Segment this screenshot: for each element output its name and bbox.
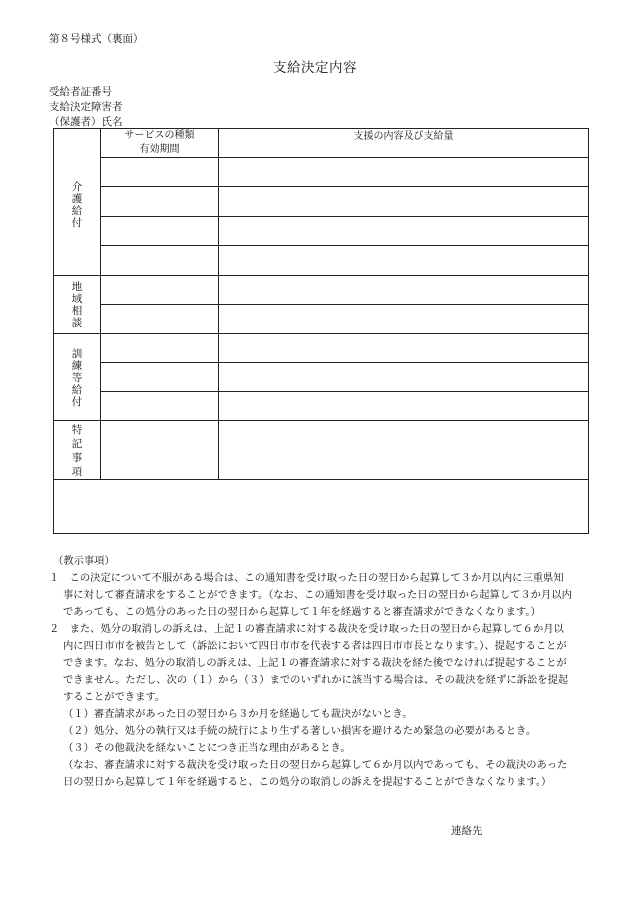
contact-label: 連絡先 bbox=[451, 825, 483, 837]
table-vline-2 bbox=[218, 128, 219, 479]
table-header-rule bbox=[100, 157, 589, 158]
service-type-label: サービスの種類 bbox=[124, 130, 195, 141]
note-line: 内に四日市市を被告として（訴訟において四日市市を代表する者は四日市市長となります。）、提起することが bbox=[63, 640, 567, 652]
table-section-rule bbox=[53, 479, 589, 480]
table-row-rule bbox=[100, 391, 589, 392]
table-section-rule bbox=[53, 420, 589, 421]
guardian-name-label: （保護者）氏名 bbox=[49, 116, 123, 128]
note-line: できません。ただし、次の（１）から（３）までのいずれかに該当する場合は、その裁決を経ずに訴訟を提起 bbox=[63, 674, 569, 686]
table-section-rule bbox=[53, 275, 589, 276]
training-benefits-label: 訓 練 等 給 付 bbox=[71, 348, 83, 408]
note-line: （２）処分、処分の執行又は手続の続行により生ずる著しい損害を避けるため緊急の必要があるとき。 bbox=[63, 725, 537, 737]
note-line: （なお、審査請求に対する裁決を受け取った日の翌日から起算して６か月以内であっても、その裁決のあった bbox=[63, 759, 568, 771]
note-line: することができます。 bbox=[63, 691, 166, 703]
recipient-number-label: 受給者証番号 bbox=[49, 86, 112, 98]
support-content-header: 支援の内容及び支給量 bbox=[353, 131, 454, 142]
document-title: 支給決定内容 bbox=[273, 60, 357, 76]
care-benefits-label: 介 護 給 付 bbox=[71, 181, 83, 229]
note-line: 日の翌日から起算して１年を経過すると、この処分の取消しの訴えを提起することができなくなります。） bbox=[63, 776, 552, 788]
note-line: できます。なお、処分の取消しの訴えは、上記１の審査請求に対する裁決を経た後でなければ提起することが bbox=[63, 657, 567, 669]
table-row-rule bbox=[100, 304, 589, 305]
table-row-rule bbox=[100, 362, 589, 363]
table-row-rule bbox=[100, 216, 589, 217]
note-line: であっても、この処分のあった日の翌日から起算して１年を経過すると審査請求ができなくなります。） bbox=[63, 606, 541, 618]
note-line: （１）審査請求があった日の翌日から３か月を経過しても裁決がないとき。 bbox=[63, 708, 413, 720]
table-border-right bbox=[588, 128, 589, 534]
table-row-rule bbox=[100, 186, 589, 187]
disabled-person-label: 支給決定障害者 bbox=[49, 101, 123, 113]
notes-heading: （教示事項） bbox=[53, 555, 115, 567]
service-type-header bbox=[101, 129, 218, 157]
table-vline-1 bbox=[100, 128, 101, 479]
valid-period-label: 有効期間 bbox=[139, 144, 180, 155]
note-line: １ この決定について不服がある場合は、この通知書を受け取った日の翌日から起算して３か月以内に三重県知 bbox=[49, 572, 564, 584]
note-line: 事に対して審査請求をすることができます。（なお、この通知書を受け取った日の翌日から起算して３か月以内 bbox=[63, 589, 572, 601]
note-line: ２ また、処分の取消しの訴えは、上記１の審査請求に対する裁決を受け取った日の翌日から起算して６か月以 bbox=[49, 623, 564, 635]
table-section-rule bbox=[53, 333, 589, 334]
table-border-bottom bbox=[53, 533, 589, 534]
note-line: （３）その他裁決を経ないことにつき正当な理由があるとき。 bbox=[63, 742, 351, 754]
form-number: 第８号様式（裏面） bbox=[49, 33, 144, 45]
community-consultation-label: 地 域 相 談 bbox=[71, 281, 83, 329]
special-notes-label: 特 記 事 項 bbox=[71, 424, 83, 478]
table-row-rule bbox=[100, 245, 589, 246]
